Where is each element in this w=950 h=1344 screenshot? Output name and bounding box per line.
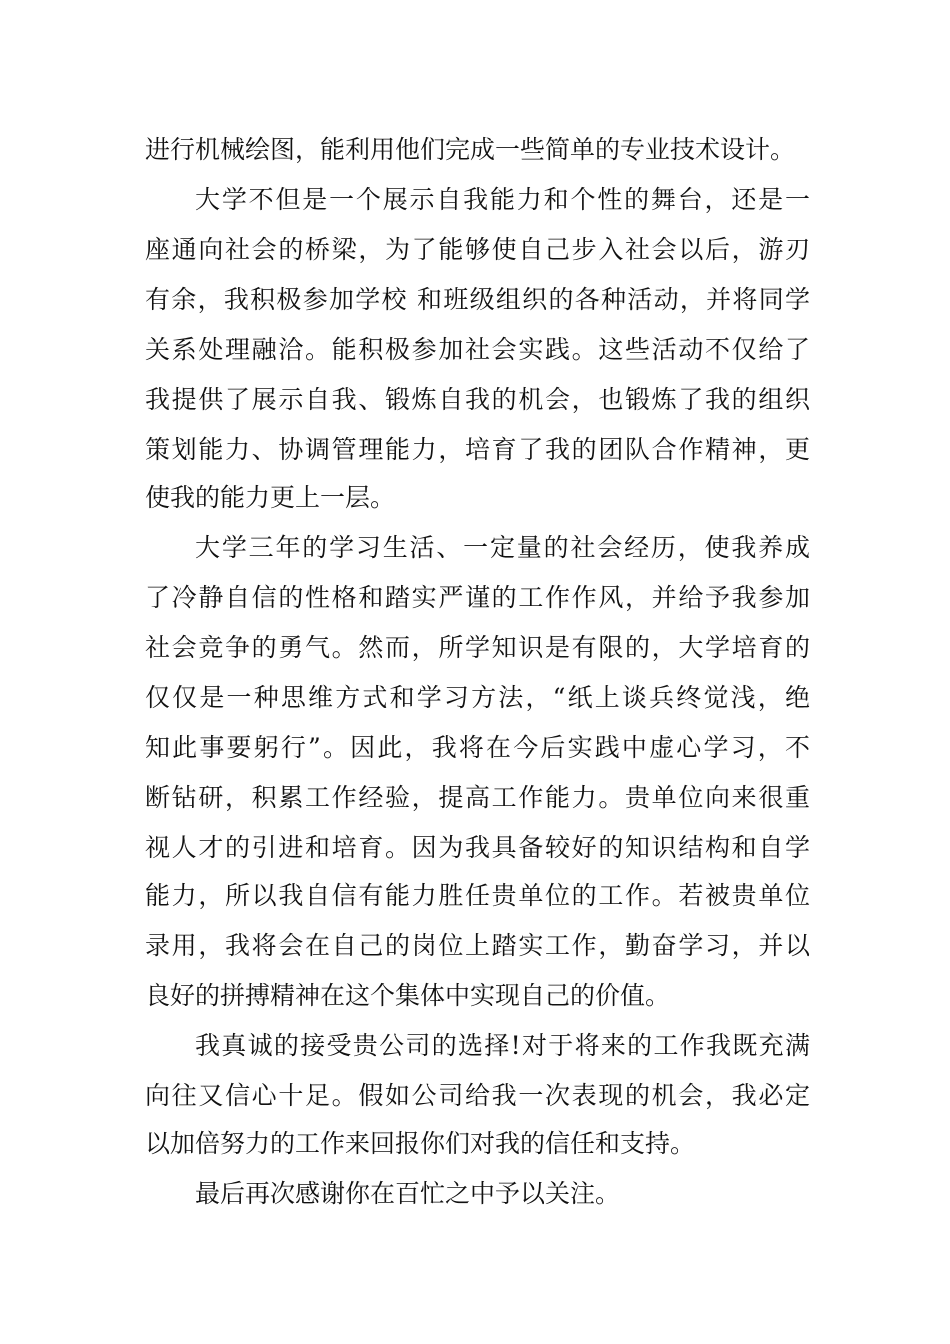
- text-line: 断钻研，积累工作经验，提高工作能力。贵单位向来很重: [145, 783, 810, 812]
- text-line: 视人才的引进和培育。因为我具备较好的知识结构和自学: [145, 833, 810, 862]
- text-line: 大学三年的学习生活、一定量的社会经历，使我养成: [195, 533, 810, 562]
- text-line: 我真诚的接受贵公司的选择!对于将来的工作我既充满: [195, 1031, 810, 1060]
- text-line: 进行机械绘图，能利用他们完成一些简单的专业技术设计。: [145, 135, 796, 164]
- text-line: 社会竞争的勇气。然而，所学知识是有限的，大学培育的: [145, 633, 810, 662]
- text-line: 座通向社会的桥梁，为了能够使自己步入社会以后，游刃: [145, 235, 810, 264]
- text-line: 策划能力、协调管理能力，培育了我的团队合作精神，更: [145, 435, 810, 464]
- text-line: 录用，我将会在自己的岗位上踏实工作，勤奋学习，并以: [145, 931, 810, 960]
- text-line: 了冷静自信的性格和踏实严谨的工作作风，并给予我参加: [145, 583, 810, 612]
- text-line: 大学不但是一个展示自我能力和个性的舞台，还是一: [195, 185, 810, 214]
- text-line: 有余，我积极参加学校 和班级组织的各种活动，并将同学: [145, 285, 810, 314]
- text-line: 向往又信心十足。假如公司给我一次表现的机会，我必定: [145, 1081, 810, 1110]
- text-line: 使我的能力更上一层。: [145, 483, 396, 512]
- text-line: 良好的拼搏精神在这个集体中实现自己的价值。: [145, 981, 671, 1010]
- text-line: 我提供了展示自我、锻炼自我的机会，也锻炼了我的组织: [145, 385, 810, 414]
- text-line: 最后再次感谢你在百忙之中予以关注。: [195, 1179, 621, 1208]
- text-line: 仅仅是一种思维方式和学习方法，“纸上谈兵终觉浅，绝: [145, 683, 810, 712]
- text-line: 关系处理融洽。能积极参加社会实践。这些活动不仅给了: [145, 335, 810, 364]
- text-line: 能力，所以我自信有能力胜任贵单位的工作。若被贵单位: [145, 881, 810, 910]
- text-line: 以加倍努力的工作来回报你们对我的信任和支持。: [145, 1129, 696, 1158]
- text-line: 知此事要躬行”。因此，我将在今后实践中虚心学习，不: [145, 733, 810, 762]
